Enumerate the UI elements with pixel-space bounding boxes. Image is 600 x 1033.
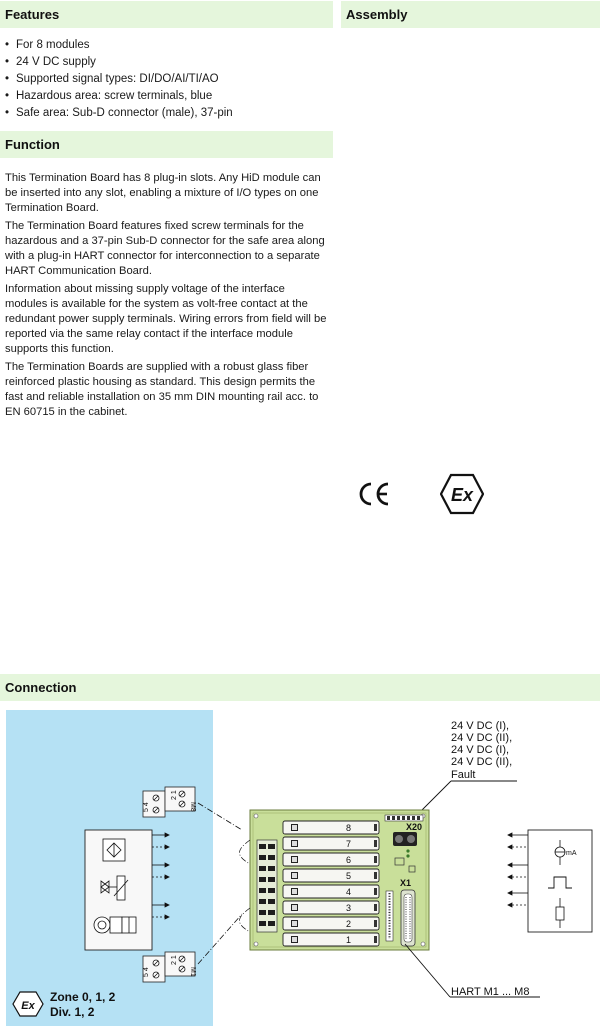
- slot: [283, 821, 379, 834]
- hart-leader-line: [405, 944, 450, 997]
- features-heading: Features: [0, 1, 333, 28]
- hart-connector: [386, 891, 393, 941]
- field-devices-box: [85, 830, 169, 950]
- assembly-heading: Assembly: [341, 1, 600, 28]
- slot-number: 2: [346, 919, 352, 929]
- slot-number: 3: [346, 903, 352, 913]
- feature-item: • Hazardous area: screw terminals, blue: [5, 88, 330, 105]
- supply-label: 24 V DC (I),: [451, 744, 510, 756]
- slot-number: 5: [346, 871, 352, 881]
- slot-number: 8: [346, 823, 352, 833]
- terminal-numbers: 2 1: [171, 955, 178, 965]
- connection-diagram: [0, 700, 600, 1033]
- terminal-numbers: 5 4: [143, 967, 150, 977]
- motor-icon: [94, 917, 136, 933]
- slot: [283, 869, 379, 882]
- fuse-holder: [393, 832, 417, 846]
- supply-label: 24 V DC (II),: [451, 732, 513, 744]
- ex-mark-text: Ex: [450, 485, 474, 505]
- slot-number: 1: [346, 935, 352, 945]
- zone-label: Zone 0, 1, 2: [50, 990, 116, 1004]
- status-led: [406, 849, 409, 852]
- slot: [283, 837, 379, 850]
- slot: [283, 853, 379, 866]
- terminal-numbers: 5 4: [143, 802, 150, 812]
- screw-terminal-block: [257, 840, 277, 932]
- supply-label: 24 V DC (I),: [451, 720, 510, 732]
- function-paragraph: The Termination Boards are supplied with a robust glass fiber reinforced plastic housing as standard. This design permits the fast and reliable installation on 35 mm DIN mounting rail acc. to EN 60715 in the cabinet.: [5, 361, 319, 418]
- slot: [283, 885, 379, 898]
- hart-label: HART M1 ... M8: [451, 986, 530, 998]
- feature-item: • Supported signal types: DI/DO/AI/TI/AO: [5, 71, 330, 88]
- slot-number: 6: [346, 855, 352, 865]
- function-paragraph: This Termination Board has 8 plug-in slots. Any HiD module can be inserted into any slot, enabling a mixture of I/O types on one Termination Board.: [5, 172, 321, 214]
- feature-item: • 24 V DC supply: [5, 54, 330, 71]
- terminal-module-label: M1: [189, 967, 196, 977]
- wiring-diagram: [0, 700, 600, 1033]
- function-paragraph: The Termination Board features fixed screw terminals for the hazardous and a 37-pin Sub-D connector for the safe area along with a plug-in HART connector for interconnection to a separate HART Communication Board.: [5, 220, 325, 277]
- safe-area-box: [508, 830, 592, 932]
- status-led: [406, 854, 409, 857]
- ma-label: mA: [566, 850, 577, 857]
- field-terminal-bottom: [143, 952, 196, 982]
- zone-badge: [13, 990, 116, 1019]
- slot: [283, 901, 379, 914]
- x20-label: X20: [406, 822, 423, 832]
- ex-mark-icon: [440, 473, 484, 515]
- slot: [283, 933, 379, 946]
- slot-number: 7: [346, 839, 352, 849]
- slot-number: 4: [346, 887, 352, 897]
- feature-item: • For 8 modules: [5, 37, 330, 54]
- ce-mark-icon: [357, 478, 391, 510]
- ex-zone-icon-text: Ex: [21, 1000, 35, 1012]
- div-label: Div. 1, 2: [50, 1005, 95, 1019]
- connection-heading: Connection: [0, 674, 600, 701]
- function-paragraph: Information about missing supply voltage of the interface modules is available for the system as volt-free contact at the redundant power supply terminals. Wiring errors from field will be reported via the same relay contact if the interface module supports this function.: [5, 283, 327, 355]
- function-text: [5, 171, 330, 423]
- field-terminal-top: [143, 787, 196, 817]
- termination-board: [250, 810, 429, 950]
- slot: [283, 917, 379, 930]
- features-list: [5, 37, 330, 122]
- supply-label: Fault: [451, 769, 476, 781]
- terminal-numbers: 2 1: [171, 790, 178, 800]
- terminal-module-label: M8: [189, 802, 196, 812]
- supply-label: 24 V DC (II),: [451, 756, 513, 768]
- resistor-icon: [556, 907, 564, 920]
- x1-label: X1: [400, 878, 412, 888]
- function-heading: Function: [0, 131, 333, 158]
- feature-item: • Safe area: Sub-D connector (male), 37-pin: [5, 105, 330, 122]
